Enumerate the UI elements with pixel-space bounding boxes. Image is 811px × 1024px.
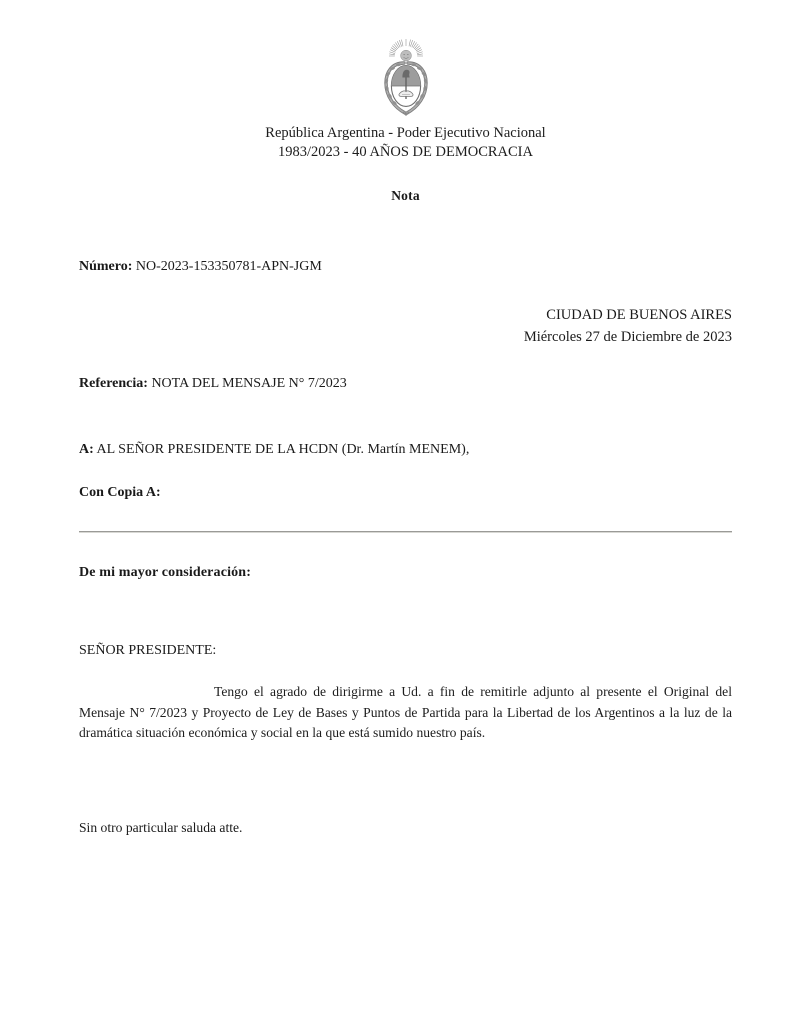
document-type-heading: Nota <box>391 188 420 203</box>
greeting-line: De mi mayor consideración: <box>79 565 252 580</box>
date-line: Miércoles 27 de Diciembre de 2023 <box>523 329 732 345</box>
reference-value: NOTA DEL MENSAJE N° 7/2023 <box>151 376 347 391</box>
city-line: CIUDAD DE BUENOS AIRES <box>546 307 732 323</box>
header-line-anniversary: 1983/2023 - 40 AÑOS DE DEMOCRACIA <box>278 144 533 160</box>
addressee-row <box>79 440 732 459</box>
section-divider <box>79 531 732 533</box>
header-line-republic: República Argentina - Poder Ejecutivo Nacional <box>265 125 546 141</box>
emblem-container <box>51 0 760 120</box>
document-number-label: Número: <box>79 259 133 274</box>
addressee-value: AL SEÑOR PRESIDENTE DE LA HCDN (Dr. Martín MENEM), <box>96 442 470 457</box>
document-number-row <box>79 257 732 276</box>
addressee-label: A: <box>79 442 94 457</box>
document-header <box>51 124 760 162</box>
body-paragraph: Tengo el agrado de dirigirme a Ud. a fin de remitirle adjunto al presente el Original del Mensaje N° 7/2023 y Proyecto de Ley de Bases y Puntos de Partida para la Libertad de los Argentinos a la luz de la dramática situación económica y social en la que está sumido nuestro país. <box>79 684 732 740</box>
place-date-block <box>79 304 732 348</box>
salutation-line: SEÑOR PRESIDENTE: <box>79 643 217 658</box>
argentina-coat-of-arms-icon <box>380 36 432 120</box>
reference-label: Referencia: <box>79 376 148 391</box>
document-number-value: NO-2023-153350781-APN-JGM <box>135 259 322 274</box>
reference-row <box>79 374 732 393</box>
copy-to-row: Con Copia A: <box>79 485 161 500</box>
closing-line: Sin otro particular saluda atte. <box>79 819 243 835</box>
document-content <box>51 257 760 837</box>
